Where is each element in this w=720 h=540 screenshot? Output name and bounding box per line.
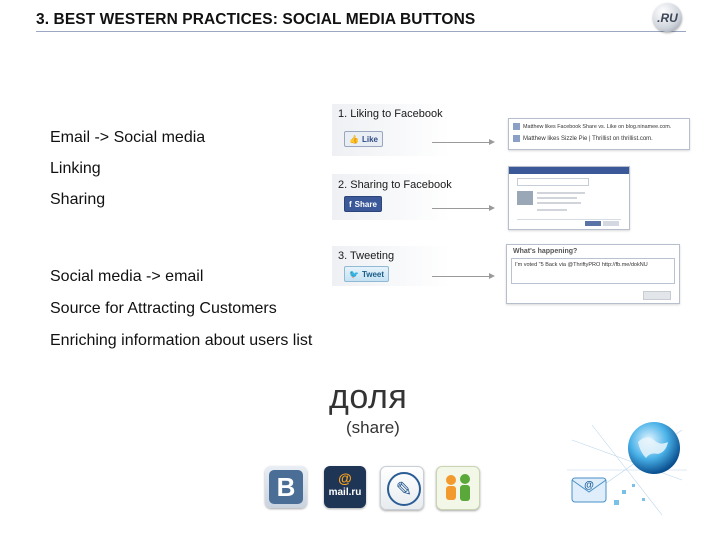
arrow-line: [432, 208, 490, 209]
like-feed-card: [508, 118, 690, 150]
like-button[interactable]: [344, 131, 383, 147]
feed-line-1: [513, 123, 689, 130]
share-button[interactable]: [344, 196, 382, 212]
dolya-translation: (share): [346, 418, 400, 437]
tweet-textarea: [511, 258, 675, 284]
share-cancel: [603, 221, 619, 226]
people-icon: [437, 467, 479, 509]
bullet-attracting: Source for Attracting Customers: [50, 300, 277, 317]
bullet-enriching: Enriching information about users list: [50, 332, 313, 349]
avatar-icon: [513, 135, 520, 142]
share-line: [537, 192, 585, 194]
feed-text-2: Matthew likes Sizzle Pie | Thrillist on thrillist.com.: [523, 135, 653, 142]
tweet-box-card: [506, 244, 680, 304]
arrow-head-icon: [489, 205, 495, 211]
feed-line-2: [513, 135, 689, 142]
bullet-linking: Linking: [50, 160, 101, 177]
bullet-email-social: Email -> Social media: [50, 129, 206, 146]
avatar-icon: [513, 123, 520, 130]
ru-logo-icon: .RU: [653, 3, 682, 32]
arrow-line: [432, 276, 490, 277]
bullet-sharing: Sharing: [50, 191, 106, 208]
like-button-label: Like: [361, 134, 378, 144]
globe-email-graphic: [562, 420, 690, 518]
twitter-bird-icon: 🐦: [349, 269, 359, 279]
step-share-label: 2. Sharing to Facebook: [338, 179, 452, 191]
mailru-at-glyph: @: [338, 470, 352, 486]
arrow-line: [432, 142, 490, 143]
odnoklassniki-icon[interactable]: [436, 466, 480, 510]
email-at-badge: @: [584, 480, 594, 491]
arrow-head-icon: [489, 139, 495, 145]
arrow-head-icon: [489, 273, 495, 279]
vk-glyph: B: [269, 470, 303, 504]
share-dialog-input: [517, 178, 589, 186]
tweet-box-header: What's happening?: [513, 248, 578, 255]
lj-pencil-glyph: ✎: [387, 472, 421, 506]
dolya-word: доля: [329, 378, 408, 416]
mailru-icon[interactable]: [324, 466, 366, 508]
tweet-button-label: Tweet: [361, 269, 385, 279]
livejournal-icon[interactable]: [380, 466, 424, 510]
share-line: [537, 197, 577, 199]
slide-title: 3. BEST WESTERN PRACTICES: SOCIAL MEDIA BUTTONS: [36, 11, 476, 28]
share-button-label: Share: [354, 199, 377, 209]
social-buttons-screenshot: [332, 104, 692, 302]
tweet-text: I'm voted "5 Back via @ThriftyPRO http://fb.me/dokNU: [515, 262, 648, 268]
step-like-label: 1. Liking to Facebook: [338, 108, 443, 120]
share-line: [537, 209, 567, 211]
facebook-f-icon: f: [349, 199, 352, 209]
step-tweet-label: 3. Tweeting: [338, 250, 395, 262]
share-thumbnail: [517, 191, 533, 205]
share-dialog-header: [509, 167, 629, 174]
feed-text-1: Matthew likes Facebook Share vs. Like on blog.ninamee.com.: [523, 123, 672, 130]
tweet-submit: [643, 291, 671, 300]
bullet-social-email: Social media -> email: [50, 268, 204, 285]
vkontakte-icon[interactable]: [265, 466, 307, 508]
thumbs-up-icon: 👍: [349, 134, 359, 144]
mailru-label: mail.ru: [328, 487, 362, 498]
share-dialog-card: [508, 166, 630, 230]
share-line: [537, 202, 581, 204]
tweet-button[interactable]: [344, 266, 389, 282]
globe-icon: [562, 420, 690, 518]
title-divider: [36, 31, 686, 32]
share-divider: [517, 219, 621, 220]
share-submit: [585, 221, 601, 226]
